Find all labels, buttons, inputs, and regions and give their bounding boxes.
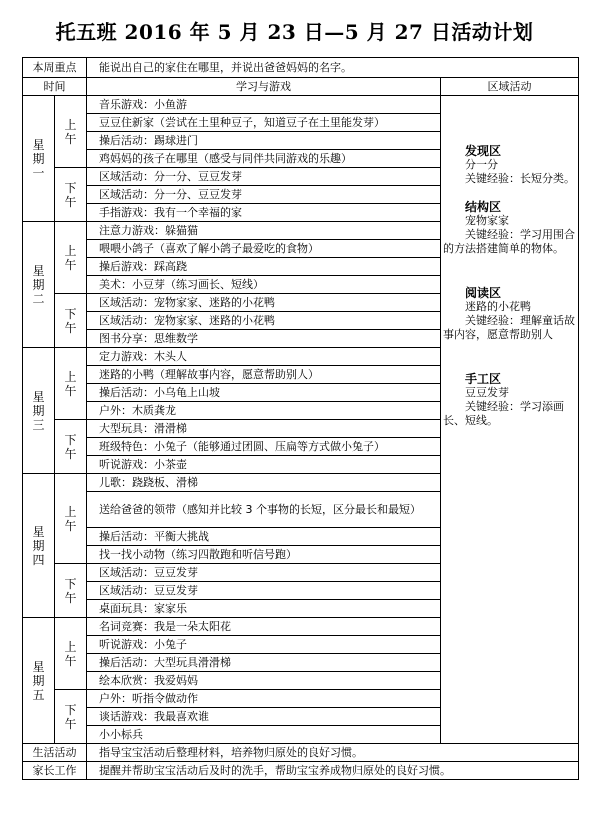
area-name: 阅读区 xyxy=(465,286,502,300)
area-block-discovery xyxy=(443,144,575,186)
header-area: 区域活动 xyxy=(441,78,579,96)
activity-item: 豆豆住新家（尝试在土里种豆子，知道豆子在土里能发芽） xyxy=(87,114,441,132)
activity-item: 谈话游戏：我最喜欢谁 xyxy=(87,708,441,726)
activity-item: 音乐游戏：小鱼游 xyxy=(87,96,441,114)
activity-item: 手指游戏：我有一个幸福的家 xyxy=(87,204,441,222)
activity-item: 桌面玩具：家家乐 xyxy=(87,600,441,618)
focus-label: 本周重点 xyxy=(23,58,87,78)
activity-item: 找一找小动物（练习四散跑和听信号跑） xyxy=(87,546,441,564)
activity-item: 定力游戏：木头人 xyxy=(87,348,441,366)
area-block-structure xyxy=(443,200,575,256)
activity-item: 听说游戏：小茶壶 xyxy=(87,456,441,474)
activity-item: 喂喂小鸽子（喜欢了解小鸽子最爱吃的食物） xyxy=(87,240,441,258)
focus-text: 能说出自己的家住在哪里，并说出爸爸妈妈的名字。 xyxy=(87,58,579,78)
parent-row xyxy=(23,762,579,780)
area-item: 分一分 xyxy=(465,158,498,171)
activity-item: 名词竞赛：我是一朵太阳花 xyxy=(87,618,441,636)
area-item: 迷路的小花鸭 xyxy=(465,300,531,313)
activity-item: 迷路的小鸭（理解故事内容，愿意帮助别人） xyxy=(87,366,441,384)
life-label: 生活活动 xyxy=(23,744,87,762)
activity-item: 户外：木质龚龙 xyxy=(87,402,441,420)
day-monday: 星 期 一 xyxy=(23,96,55,222)
day-wednesday: 星 期 三 xyxy=(23,348,55,474)
day-thursday: 星 期 四 xyxy=(23,474,55,618)
half-wednesday-am: 上 午 xyxy=(55,348,87,420)
activity-item: 区域活动：宠物家家、迷路的小花鸭 xyxy=(87,312,441,330)
header-learning: 学习与游戏 xyxy=(87,78,441,96)
life-row xyxy=(23,744,579,762)
half-thursday-am: 上 午 xyxy=(55,474,87,564)
area-block-handcraft xyxy=(443,372,575,428)
parent-label: 家长工作 xyxy=(23,762,87,780)
header-time: 时间 xyxy=(23,78,87,96)
half-wednesday-pm: 下 午 xyxy=(55,420,87,474)
area-item: 宠物家家 xyxy=(465,214,509,227)
activity-item: 户外：听指令做动作 xyxy=(87,690,441,708)
half-tuesday-pm: 下 午 xyxy=(55,294,87,348)
activity-item: 区域活动：豆豆发芽 xyxy=(87,564,441,582)
area-name: 手工区 xyxy=(465,372,502,386)
activity-item: 区域活动：分一分、豆豆发芽 xyxy=(87,168,441,186)
activity-plan-table xyxy=(22,57,579,780)
area-item: 豆豆发芽 xyxy=(465,386,509,399)
page-title: 托五班 2016 年 5 月 23 日—5 月 27 日活动计划 xyxy=(55,20,534,44)
life-text: 指导宝宝活动后整理材料，培养物归原处的良好习惯。 xyxy=(87,744,579,762)
day-tuesday: 星 期 二 xyxy=(23,222,55,348)
activity-item: 区域活动：分一分、豆豆发芽 xyxy=(87,186,441,204)
activity-item: 听说游戏：小兔子 xyxy=(87,636,441,654)
header-row xyxy=(23,78,579,96)
activity-item: 送给爸爸的领带（感知并比较 3 个事物的长短，区分最长和最短） xyxy=(87,492,441,528)
activity-item: 区域活动：豆豆发芽 xyxy=(87,582,441,600)
half-friday-am: 上 午 xyxy=(55,618,87,690)
activity-item: 操后游戏：踩高跷 xyxy=(87,258,441,276)
activity-item: 操后活动：小乌龟上山坡 xyxy=(87,384,441,402)
activity-item: 操后活动：大型玩具滑滑梯 xyxy=(87,654,441,672)
area-activities xyxy=(441,96,579,744)
day-friday: 星 期 五 xyxy=(23,618,55,744)
area-key: 关键经验：学习添画长、短线。 xyxy=(443,400,564,427)
activity-item: 儿歌：跷跷板、滑梯 xyxy=(87,474,441,492)
activity-item: 班级特色：小兔子（能够通过团圆、压扁等方式做小兔子） xyxy=(87,438,441,456)
half-tuesday-am: 上 午 xyxy=(55,222,87,294)
half-monday-am: 上 午 xyxy=(55,96,87,168)
area-key: 关键经验：理解童话故事内容，愿意帮助别人 xyxy=(443,314,575,341)
activity-item: 大型玩具：滑滑梯 xyxy=(87,420,441,438)
activity-item: 操后活动：平衡大挑战 xyxy=(87,528,441,546)
parent-text: 提醒并帮助宝宝活动后及时的洗手，帮助宝宝养成物归原处的良好习惯。 xyxy=(87,762,579,780)
area-name: 结构区 xyxy=(465,200,502,214)
half-monday-pm: 下 午 xyxy=(55,168,87,222)
activity-item: 美术：小豆芽（练习画长、短线） xyxy=(87,276,441,294)
activity-item: 注意力游戏：躲猫猫 xyxy=(87,222,441,240)
activity-item: 绘本欣赏：我爱妈妈 xyxy=(87,672,441,690)
focus-row xyxy=(23,58,579,78)
area-key: 关键经验：学习用围合的方法搭建简单的物体。 xyxy=(443,228,575,255)
activity-item: 操后活动：踢球进门 xyxy=(87,132,441,150)
area-name: 发现区 xyxy=(465,144,502,158)
area-key: 关键经验：长短分类。 xyxy=(465,172,575,185)
half-friday-pm: 下 午 xyxy=(55,690,87,744)
activity-item: 区域活动：宠物家家、迷路的小花鸭 xyxy=(87,294,441,312)
activity-item: 鸡妈妈的孩子在哪里（感受与同伴共同游戏的乐趣） xyxy=(87,150,441,168)
activity-item: 图书分享：思维数学 xyxy=(87,330,441,348)
activity-item: 小小标兵 xyxy=(87,726,441,744)
half-thursday-pm: 下 午 xyxy=(55,564,87,618)
area-block-reading xyxy=(443,286,575,342)
